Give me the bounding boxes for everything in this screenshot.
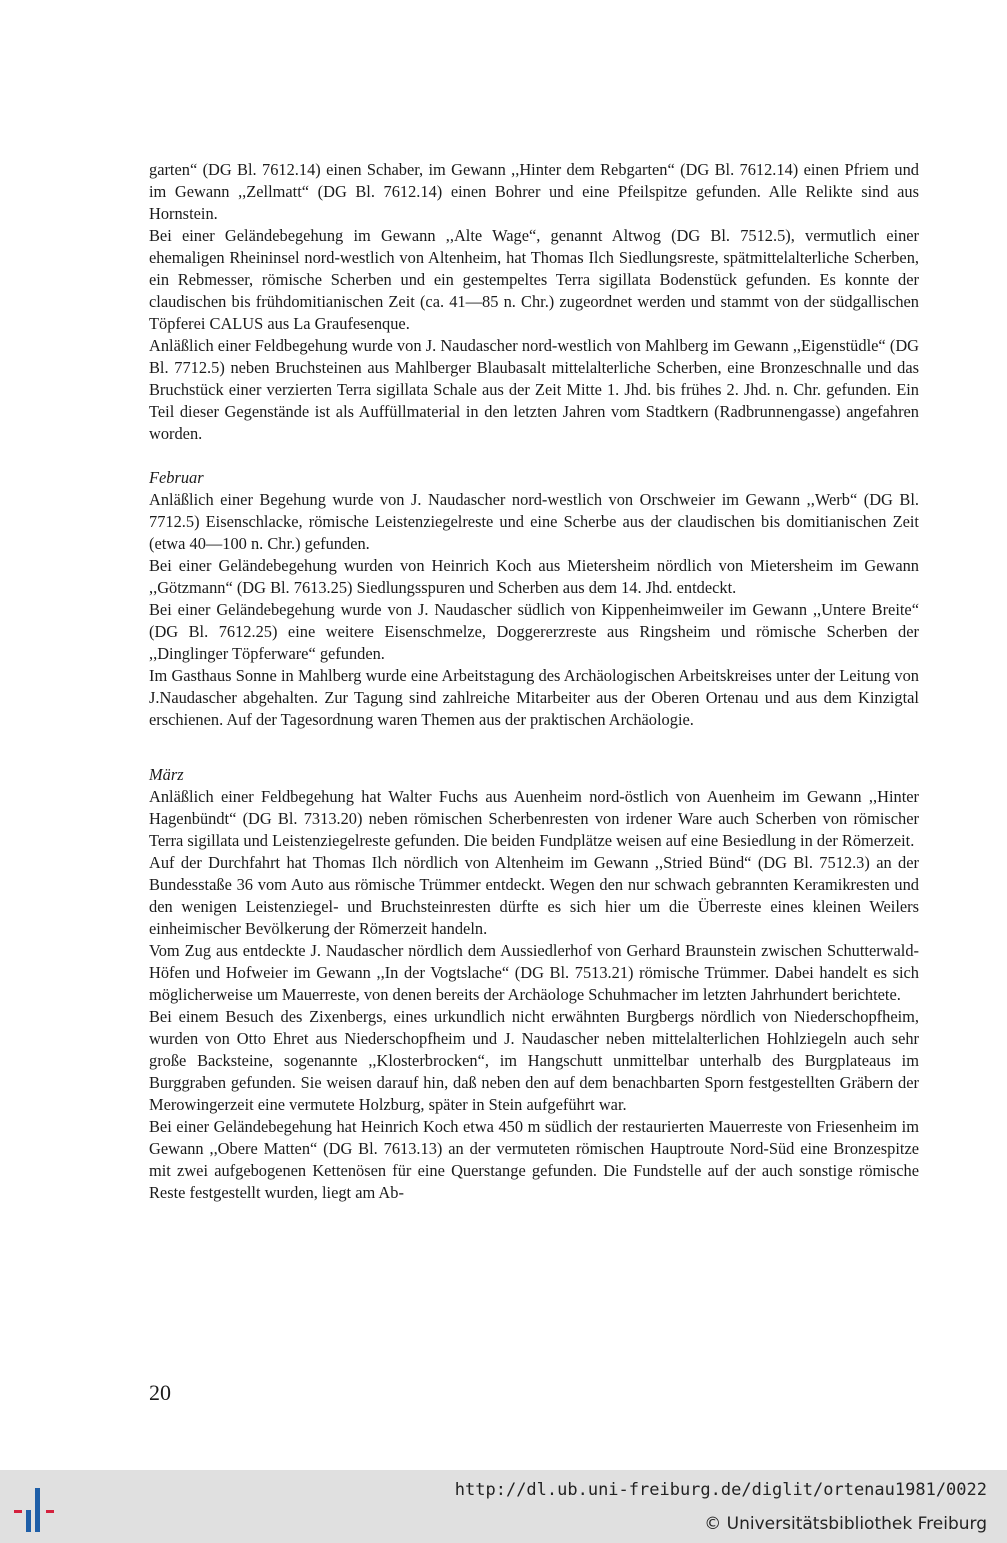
ub-freiburg-logo-icon[interactable] xyxy=(8,1480,64,1541)
paragraph: garten“ (DG Bl. 7612.14) einen Schaber, im Gewann ,,Hinter dem Rebgarten“ (DG Bl. 7612.14) einen Pfriem und im Gewann ,,Zellmatt“ (DG Bl. 7612.14) einen Bohrer und eine Pfeilspitze gefunden. Alle Relikte sind aus Hornstein. xyxy=(149,160,919,223)
body-text xyxy=(149,159,919,1204)
paragraph: Bei einer Geländebegehung hat Heinrich Koch etwa 450 m südlich der restaurierten Mauerreste von Friesenheim im Gewann ,,Obere Matten“ (DG Bl. 7613.13) an der vermuteten römischen Hauptroute Nord-Süd eine Bronzespitze mit zwei aufgebogenen Kettenösen für eine Querstange gefunden. Die Fundstelle auf der auch sonstige römische Reste festgestellt wurden, liegt am Ab- xyxy=(149,1117,919,1202)
section-heading-februar: Februar xyxy=(149,468,204,487)
footer-bar xyxy=(0,1470,1007,1543)
document-url-link[interactable]: http://dl.ub.uni-freiburg.de/diglit/ortenau1981/0022 xyxy=(454,1480,987,1500)
paragraph: Vom Zug aus entdeckte J. Naudascher nördlich dem Aussiedlerhof von Gerhard Braunstein zwischen Schutterwald-Höfen und Hofweier im Gewann ,,In der Vogtslache“ (DG Bl. 7513.21) römische Trümmer. Dabei handelt es sich möglicherweise um Mauerreste, von denen bereits der Archäologe Schuhmacher im letzten Jahrhundert berichtete. xyxy=(149,941,919,1004)
page-number: 20 xyxy=(149,1380,171,1405)
section-heading-maerz: März xyxy=(149,765,184,784)
paragraph: Bei einer Geländebegehung wurde von J. Naudascher südlich von Kippenheimweiler im Gewann ,,Untere Breite“ (DG Bl. 7612.25) eine weitere Eisenschmelze, Doggererzreste aus Ringsheim und römische Scherben der ,,Dinglinger Töpferware“ gefunden. xyxy=(149,600,919,663)
paragraph: Auf der Durchfahrt hat Thomas Ilch nördlich von Altenheim im Gewann ,,Stried Bünd“ (DG Bl. 7512.3) an der Bundesstaße 36 vom Auto aus römische Trümmer entdeckt. Wegen den nur schwach gebrannten Keramikresten und den wenigen Leistenziegel- und Bruchsteinresten dürfte es sich hier um die Überreste eines kleinen Weilers einheimischer Bevölkerung der Römerzeit handeln. xyxy=(149,853,919,938)
paragraph: Anläßlich einer Begehung wurde von J. Naudascher nord-westlich von Orschweier im Gewann ,,Werb“ (DG Bl. 7712.5) Eisenschlacke, römische Leistenziegelreste und eine Scherbe aus der claudischen bis domitianischen Zeit (etwa 40—100 n. Chr.) gefunden. xyxy=(149,490,919,553)
paragraph: Bei einem Besuch des Zixenbergs, eines urkundlich nicht erwähnten Burgbergs nördlich von Niederschopfheim, wurden von Otto Ehret aus Niederschopfheim und J. Naudascher neben mittelalterlichen Hohlziegeln auch sehr große Backsteine, sogenannte ,,Klosterbrocken“, im Hangschutt unmittelbar unterhalb des Burgplateaus im Burggraben gefunden. Sie weisen darauf hin, daß neben den auf dem benachbarten Sporn festgestellten Gräbern der Merowingerzeit eine vermutete Holzburg, später in Stein aufgeführt war. xyxy=(149,1007,919,1114)
paragraph: Bei einer Geländebegehung wurden von Heinrich Koch aus Mietersheim nördlich von Mietersheim im Gewann ,,Götzmann“ (DG Bl. 7613.25) Siedlungsspuren und Scherben aus dem 14. Jhd. entdeckt. xyxy=(149,556,919,597)
paragraph: Bei einer Geländebegehung im Gewann ,,Alte Wage“, genannt Altwog (DG Bl. 7512.5), vermutlich einer ehemaligen Rheininsel nord-westlich von Altenheim, hat Thomas Ilch Siedlungsreste, spätmittelalterliche Scherben, ein Rebmesser, römische Scherben und ein gestempeltes Terra sigillata Bodenstück gefunden. Es konnte der claudischen bis frühdomitianischen Zeit (ca. 41—85 n. Chr.) zugeordnet werden und stammt von der südgallischen Töpferei CALUS aus La Graufesenque. xyxy=(149,226,919,333)
paragraph: Anläßlich einer Feldbegehung hat Walter Fuchs aus Auenheim nord-östlich von Auenheim im Gewann ,,Hinter Hagenbündt“ (DG Bl. 7313.20) neben römischen Scherbenresten von irdener Ware auch Scherben von römischer Terra sigillata und Leistenziegelreste gefunden. Die beiden Fundplätze weisen auf eine Besiedlung in der Römerzeit. xyxy=(149,787,919,850)
copyright-text: © Universitätsbibliothek Freiburg xyxy=(704,1514,987,1534)
paragraph: Im Gasthaus Sonne in Mahlberg wurde eine Arbeitstagung des Archäologischen Arbeitskreises unter der Leitung von J.Naudascher abgehalten. Zur Tagung sind zahlreiche Mitarbeiter aus der Oberen Ortenau und aus dem Kinzigtal erschienen. Auf der Tagesordnung waren Themen aus der praktischen Archäologie. xyxy=(149,666,919,729)
paragraph: Anläßlich einer Feldbegehung wurde von J. Naudascher nord-westlich von Mahlberg im Gewann ,,Eigenstüdle“ (DG Bl. 7712.5) neben Bruchsteinen aus Mahlberger Blaubasalt mittelalterliche Scherben, eine Bronzeschnalle und das Bruchstück einer verzierten Terra sigillata Schale aus der Zeit Mitte 1. Jhd. bis frühes 2. Jhd. n. Chr. gefunden. Ein Teil dieser Gegenstände ist als Auffüllmaterial in den letzten Jahren vom Stadtkern (Radbrunnengasse) angefahren worden. xyxy=(149,336,919,443)
